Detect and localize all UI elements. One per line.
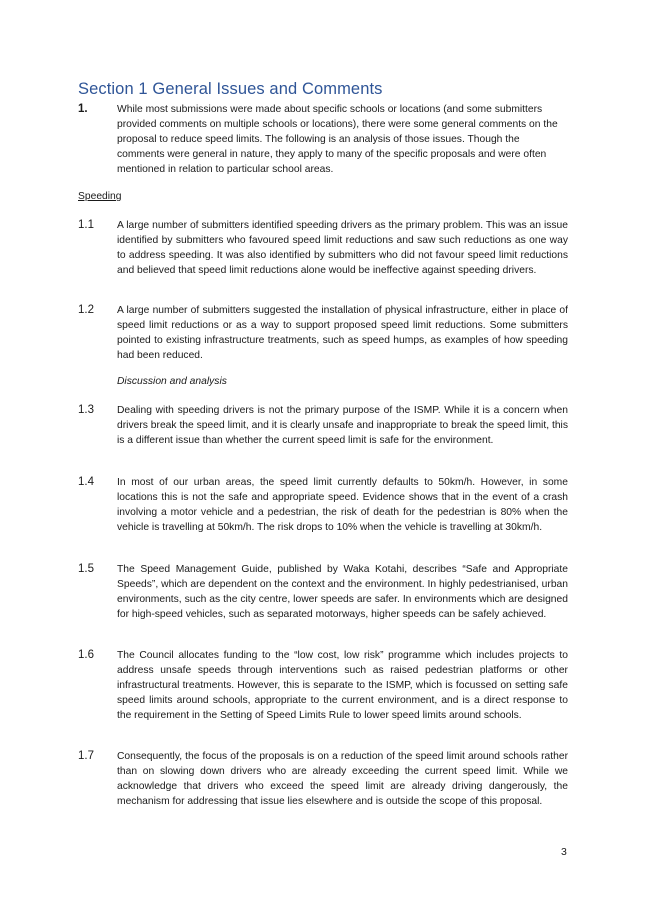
paragraph-number: 1.4 [78, 476, 94, 488]
paragraph-number: 1.7 [78, 750, 94, 762]
paragraph-number: 1.1 [78, 219, 94, 231]
discussion-heading: Discussion and analysis [117, 376, 227, 387]
paragraph-1-7 [78, 749, 568, 809]
paragraph-text: In most of our urban areas, the speed limit currently defaults to 50km/h. However, in some locations this is not the safe and appropriate speed. Evidence shows that in the event of a crash involving a motor vehicle and a pedestrian, the risk of death for the pedestrian is 80% when the vehicle is travelling at 50km/h. The risk drops to 10% when the vehicle is travelling at 30km/h. [117, 477, 568, 533]
section-title: Section 1 General Issues and Comments [78, 80, 383, 98]
paragraph-number: 1.3 [78, 404, 94, 416]
paragraph-text: Consequently, the focus of the proposals is on a reduction of the speed limit around schools rather than on slowing down drivers who are already exceeding the current speed limit. While we acknowledge that drivers who exceed the speed limit are already driving dangerously, the mechanism for addressing that issue lies elsewhere and is outside the scope of this proposal. [117, 751, 568, 807]
paragraph-number: 1.6 [78, 649, 94, 661]
paragraph-1-6 [78, 648, 568, 723]
paragraph-text: While most submissions were made about specific schools or locations (and some submitters provided comments on multiple schools or locations), there were some general comments on the proposal to reduce speed limits. The following is an analysis of those issues. Though the comments were general in nature, they apply to many of the specific proposals and were often mentioned in relation to particular school areas. [117, 104, 558, 175]
subheading-speeding: Speeding [78, 191, 122, 202]
paragraph-1-4 [78, 475, 568, 535]
paragraph-text: A large number of submitters identified speeding drivers as the primary problem. This was an issue identified by submitters who favoured speed limit reductions and saw such reductions as one way to address speeding. It was also identified by submitters who did not favour speed limit reductions and believed that speed limit reductions alone would be ineffective against speeding drivers. [117, 220, 568, 276]
paragraph-text: A large number of submitters suggested the installation of physical infrastructure, either in place of speed limit reductions or as a way to support proposed speed limit reductions. Some submitters pointed to existing infrastructure treatments, such as speed humps, as examples of how speeding had been reduced. [117, 305, 568, 361]
paragraph-text: Dealing with speeding drivers is not the primary purpose of the ISMP. While it is a concern when drivers break the speed limit, and it is clearly unsafe and inappropriate to break the speed limit, this is a different issue than whether the current speed limit is safe for the environment. [117, 405, 568, 446]
paragraph-1-1 [78, 218, 568, 278]
page-number: 3 [561, 846, 567, 858]
paragraph-1-3 [78, 403, 568, 448]
paragraph-1-2 [78, 303, 568, 363]
paragraph-number: 1.2 [78, 304, 94, 316]
intro-paragraph [78, 102, 568, 177]
paragraph-number: 1. [78, 103, 88, 115]
paragraph-text: The Council allocates funding to the “low cost, low risk” programme which includes projects to address unsafe speeds through interventions such as raised pedestrian platforms or other infrastructural treatments. However, this is separate to the ISMP, which is focussed on setting safe speed limits around schools, appropriate to the current environment, and is a direct response to the requirement in the Setting of Speed Limits Rule to lower speed limits around schools. [117, 650, 568, 721]
paragraph-text: The Speed Management Guide, published by Waka Kotahi, describes “Safe and Appropriate Speeds”, which are dependent on the context and the environment. In highly pedestrianised, urban environments, such as the city centre, lower speeds are safer. In environments which are designed for high-speed vehicles, such as separated motorways, higher speeds can be safely achieved. [117, 564, 568, 620]
paragraph-number: 1.5 [78, 563, 94, 575]
paragraph-1-5 [78, 562, 568, 622]
